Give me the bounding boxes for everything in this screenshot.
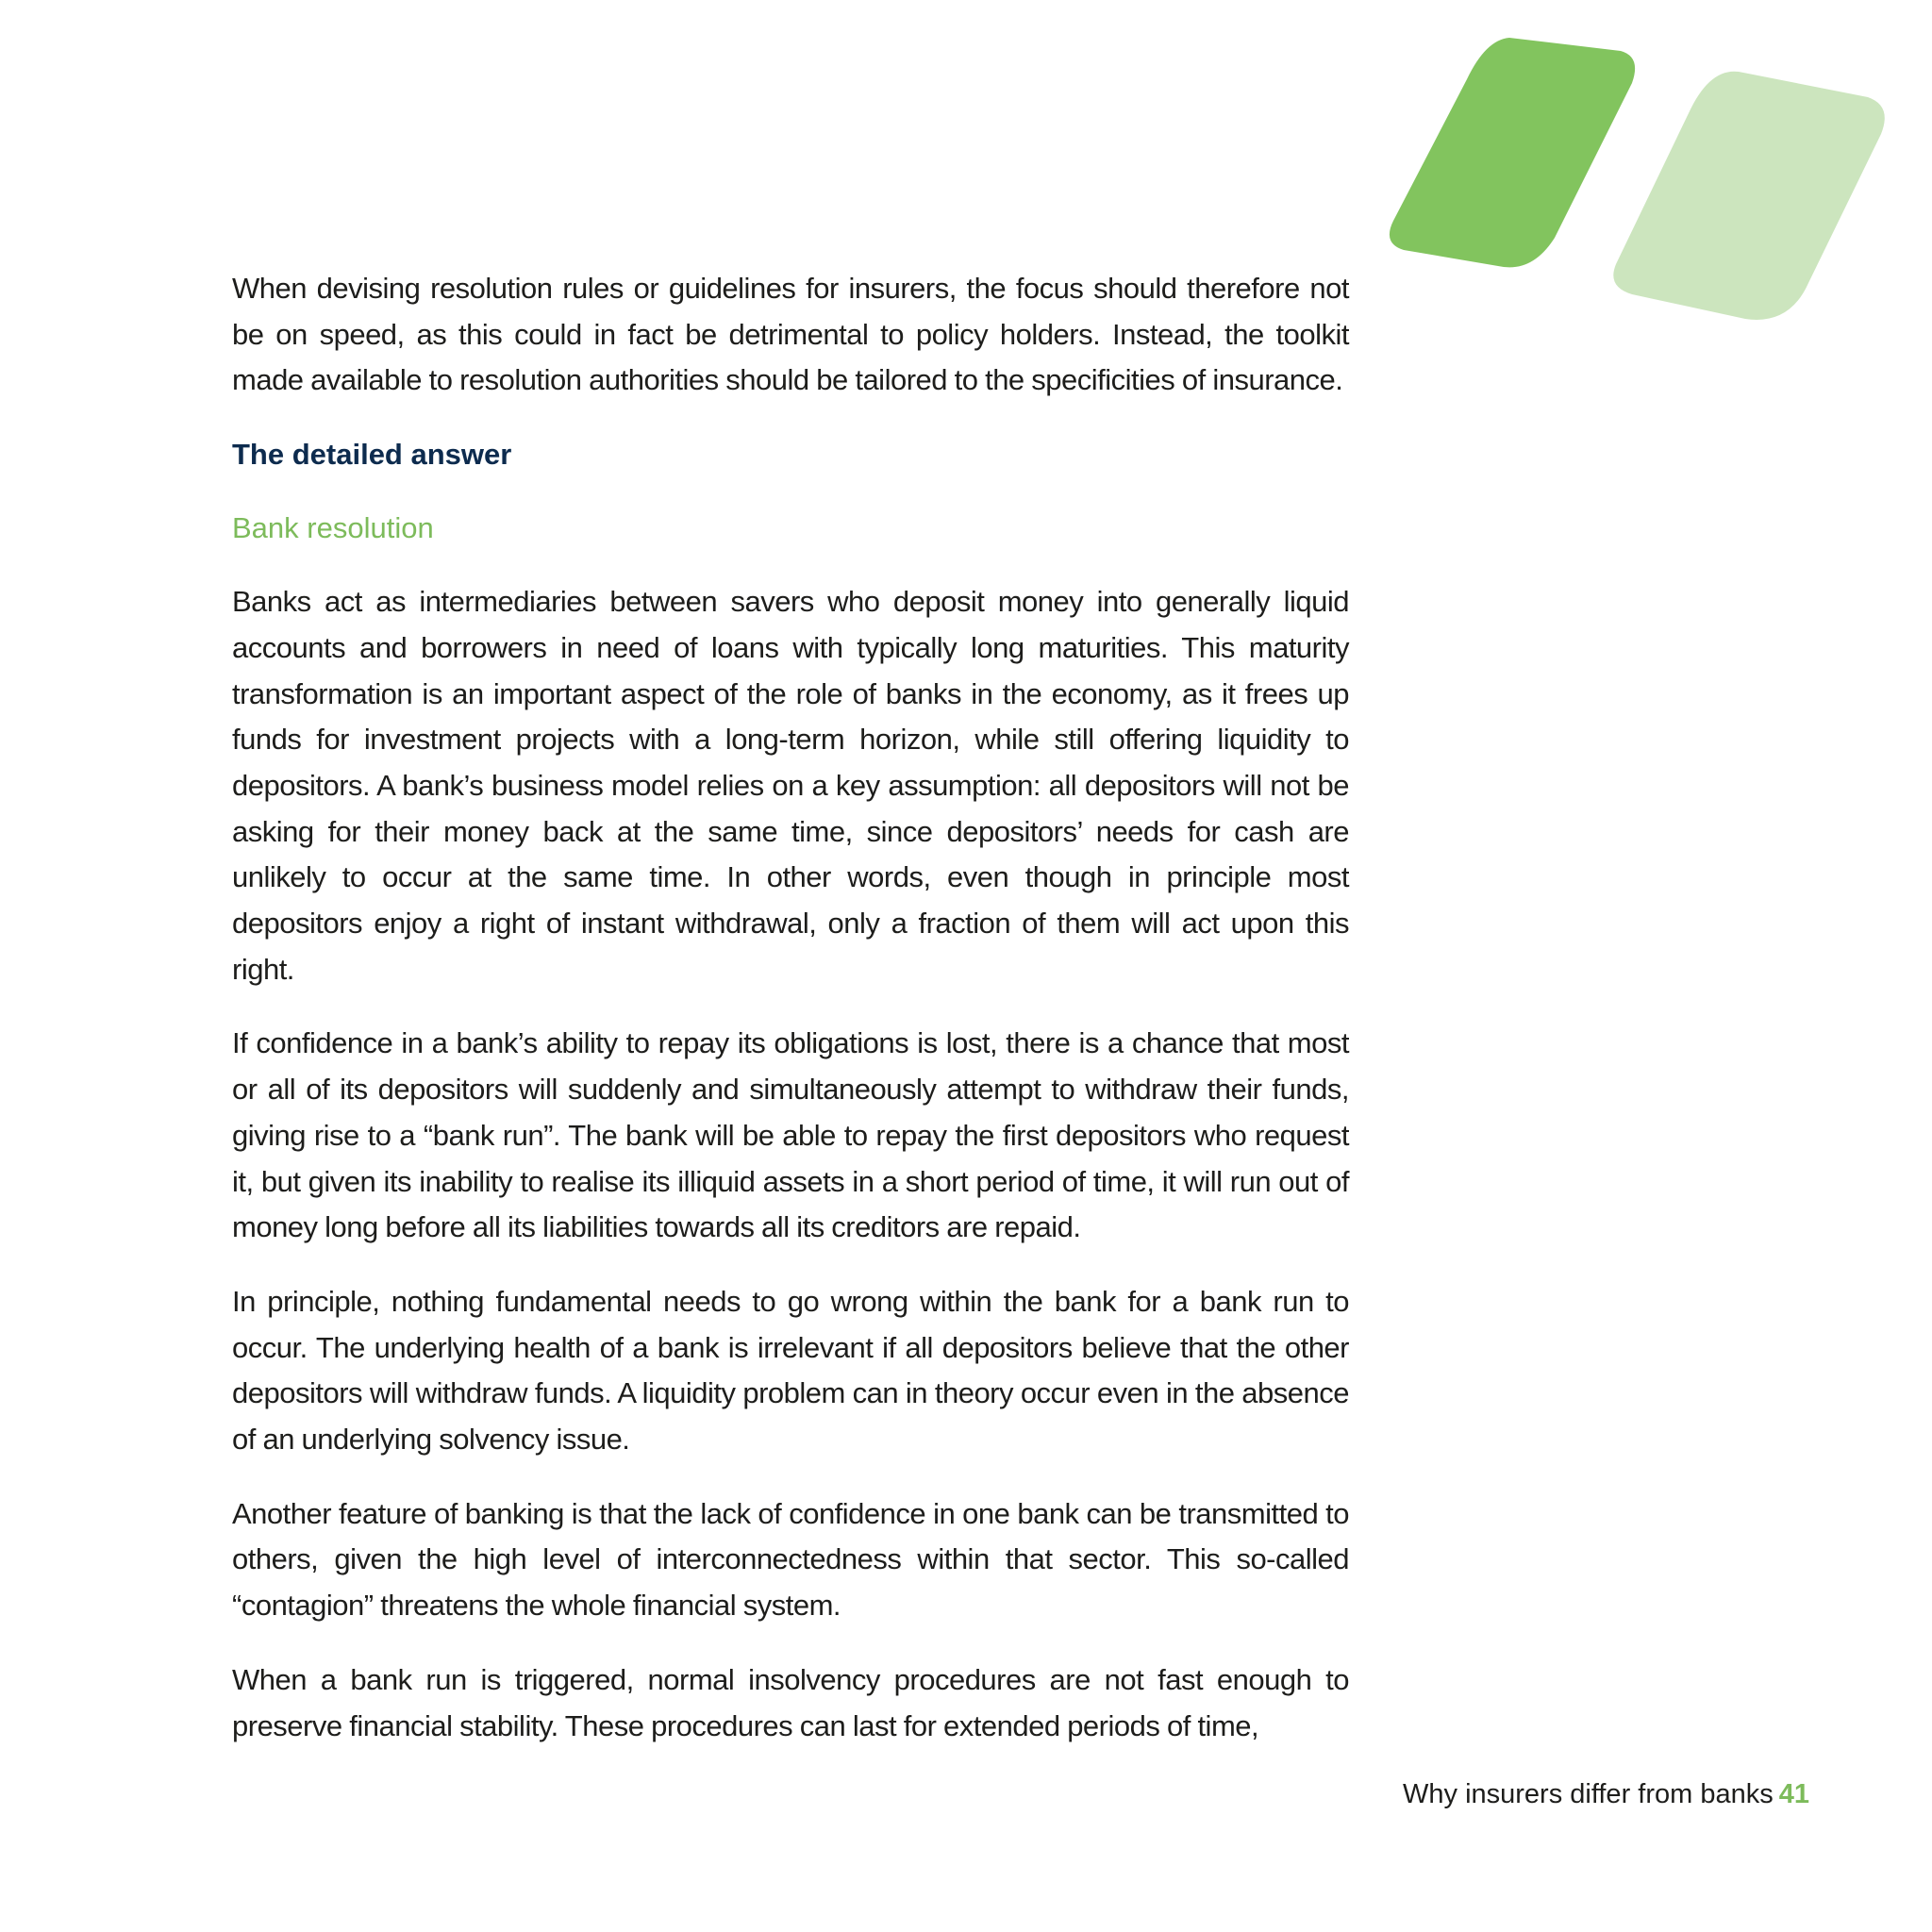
intro-paragraph: When devising resolution rules or guidelines for insurers, the focus should therefore not be on speed, as this could in fact be detrimental to policy holders. Instead, the toolkit made available to resolution authorities should be tailored to the specificities of insurance.: [232, 272, 1349, 397]
body-paragraph: In principle, nothing fundamental needs to go wrong within the bank for a bank run to occur. The underlying health of a bank is irrelevant if all depositors believe that the other depositors will withdraw funds. A liquidity problem can in theory occur even in the absence of an underlying solvency issue.: [232, 1284, 1349, 1457]
section-heading: The detailed answer: [232, 438, 512, 472]
body-paragraph: Another feature of banking is that the lack of confidence in one bank can be transmitted to others, given the high level of interconnectedness within that sector. This so-called “contagion” threatens the whole financial system.: [232, 1496, 1349, 1623]
body-paragraph: Banks act as intermediaries between savers who deposit money into generally liquid accounts and borrowers in need of loans with typically long maturities. This maturity transformation is an important aspect of the role of banks in the economy, as it frees up funds for investment projects with a long-term horizon, while still offering liquidity to depositors. A bank’s business model relies on a key assumption: all depositors will not be asking for their money back at the same time, since depositors’ needs for cash are unlikely to occur at the same time. In other words, even though in principle most depositors enjoy a right of instant withdrawal, only a fraction of them will act upon this right.: [232, 585, 1349, 986]
page-footer: [1403, 1775, 1809, 1813]
main-content: [232, 266, 1349, 1777]
body-paragraph: When a bank run is triggered, normal insolvency procedures are not fast enough to preserve financial stability. These procedures can last for extended periods of time,: [232, 1662, 1349, 1742]
light-green-parallelogram-shape: [1613, 72, 1884, 320]
section-subheading: Bank resolution: [232, 511, 434, 545]
green-parallelogram-shape: [1390, 38, 1635, 267]
footer-title: Why insurers differ from banks: [1403, 1779, 1774, 1809]
page-number: 41: [1778, 1779, 1809, 1809]
body-paragraph: If confidence in a bank’s ability to repay its obligations is lost, there is a chance that most or all of its depositors will suddenly and simultaneously attempt to withdraw their funds, giving rise to a “bank run”. The bank will be able to repay the first depositors who request it, but given its inability to realise its illiquid assets in a short period of time, it will run out of money long before all its liabilities towards all its creditors are repaid.: [232, 1026, 1349, 1244]
